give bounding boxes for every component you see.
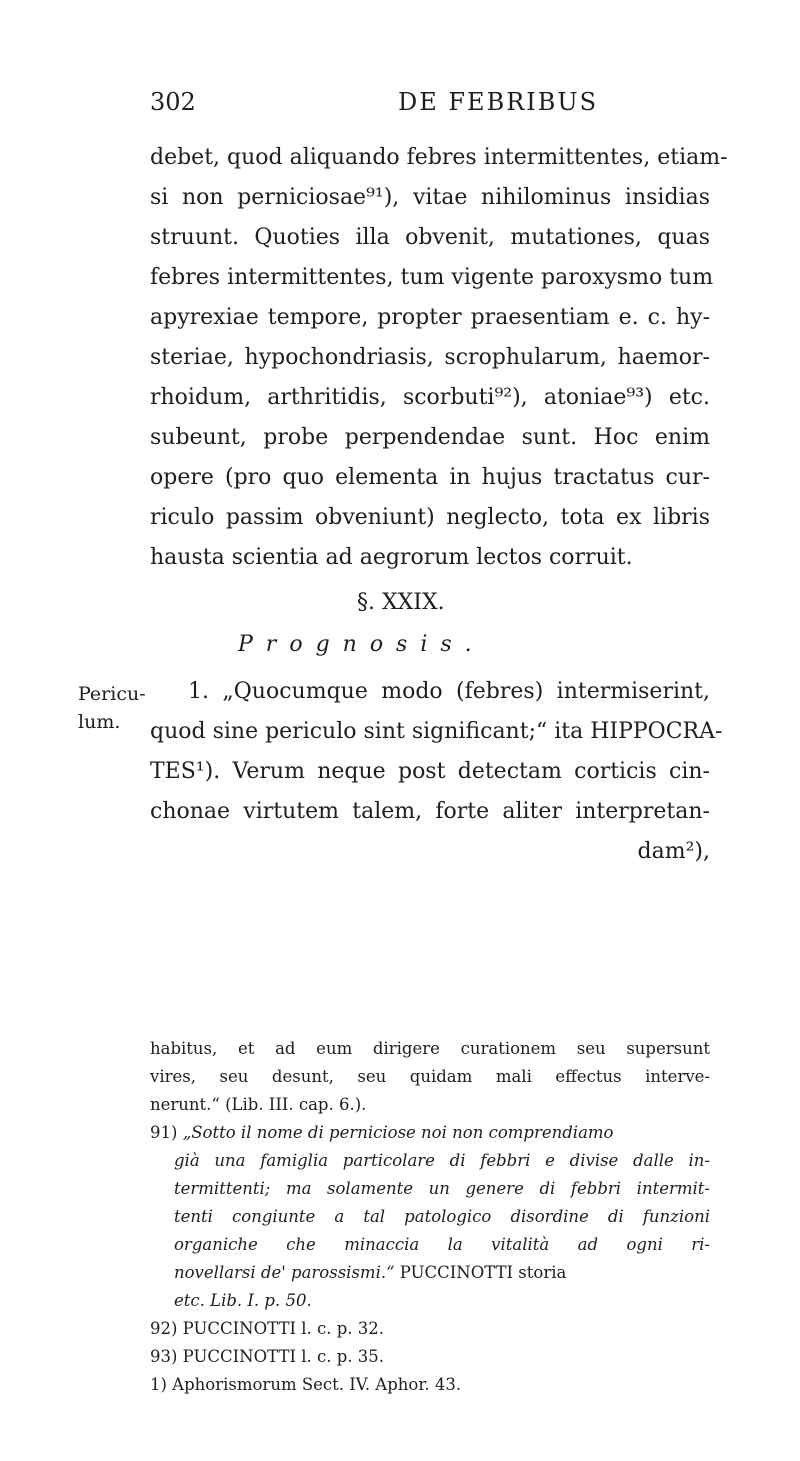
page-number: 302 (150, 88, 196, 116)
text-line: riculo passim obveniunt) neglecto, tota ex libris (150, 505, 710, 530)
footnote-line: nerunt.“ (Lib. III. cap. 6.). (150, 1095, 367, 1114)
text-line: 1. „Quocumque modo (febres) intermiserint, (188, 679, 710, 704)
footnote-line: organiche che minaccia la vitalità ad ogni ri- (174, 1235, 710, 1254)
footnote-92: 92) PUCCINOTTI l. c. p. 32. (150, 1319, 384, 1338)
body-paragraph (150, 138, 728, 578)
footnote-line: etc. Lib. I. p. 50. (174, 1291, 312, 1310)
margin-note-line: Pericu- (78, 683, 146, 705)
text-line: steriae, hypochondriasis, scrophularum, haemor- (150, 345, 710, 370)
footnotes (150, 1035, 710, 1399)
text-line: si non perniciosae⁹¹), vitae nihilominus insidias (150, 185, 710, 210)
footnote-line: habitus, et ad eum dirigere curationem seu supersunt (150, 1039, 710, 1058)
text-line: subeunt, probe perpendendae sunt. Hoc enim (150, 425, 710, 450)
text-line: dam²), (637, 839, 710, 864)
text-line: rhoidum, arthritidis, scorbuti⁹²), atoniae⁹³) etc. (150, 385, 710, 410)
section-title: Prognosis. (238, 632, 485, 657)
footnote-93: 93) PUCCINOTTI l. c. p. 35. (150, 1347, 384, 1366)
text-line: debet, quod aliquando febres intermittentes, etiam- (150, 145, 728, 170)
margin-note-line: lum. (78, 711, 121, 733)
text-line: opere (pro quo elementa in hujus tractatus cur- (150, 465, 710, 490)
footnote-text: „Sotto il nome di perniciose noi non comprendiamo (182, 1123, 614, 1142)
footnote-91 (150, 1119, 710, 1147)
footnote-text: novellarsi de' parossismi.“ (174, 1263, 395, 1282)
text-line: febres intermittentes, tum vigente paroxysmo tum (150, 265, 714, 290)
text-line: TES¹). Verum neque post detectam corticis cin- (150, 759, 710, 784)
text-line: chonae virtutem talem, forte aliter interpretan- (150, 799, 710, 824)
footnote-line: tenti congiunte a tal patologico disordine di funzioni (174, 1207, 710, 1226)
prognosis-paragraph (150, 672, 723, 872)
text-line: hausta scientia ad aegrorum lectos corruit. (150, 545, 633, 570)
text-line: quod sine periculo sint significant;“ ita HIPPOCRA- (150, 719, 723, 744)
footnote-line: termittenti; ma solamente un genere di febbri intermit- (174, 1179, 710, 1198)
text-line: struunt. Quoties illa obvenit, mutationes, quas (150, 225, 710, 250)
footnote-1: 1) Aphorismorum Sect. IV. Aphor. 43. (150, 1375, 462, 1394)
footnote-citation: PUCCINOTTI storia (394, 1263, 567, 1282)
margin-note (78, 680, 158, 736)
footnote-line: già una famiglia particolare di febbri e divise dalle in- (174, 1151, 710, 1170)
footnote-marker: 91) (150, 1123, 178, 1142)
text-line: apyrexiae tempore, propter praesentiam e. c. hy- (150, 305, 710, 330)
running-title: DE FEBRIBUS (398, 88, 599, 116)
page-header (150, 88, 710, 128)
section-number: §. XXIX. (357, 590, 445, 615)
footnote-line (150, 1259, 710, 1287)
footnote-line: vires, seu desunt, seu quidam mali effectus interve- (150, 1067, 710, 1086)
